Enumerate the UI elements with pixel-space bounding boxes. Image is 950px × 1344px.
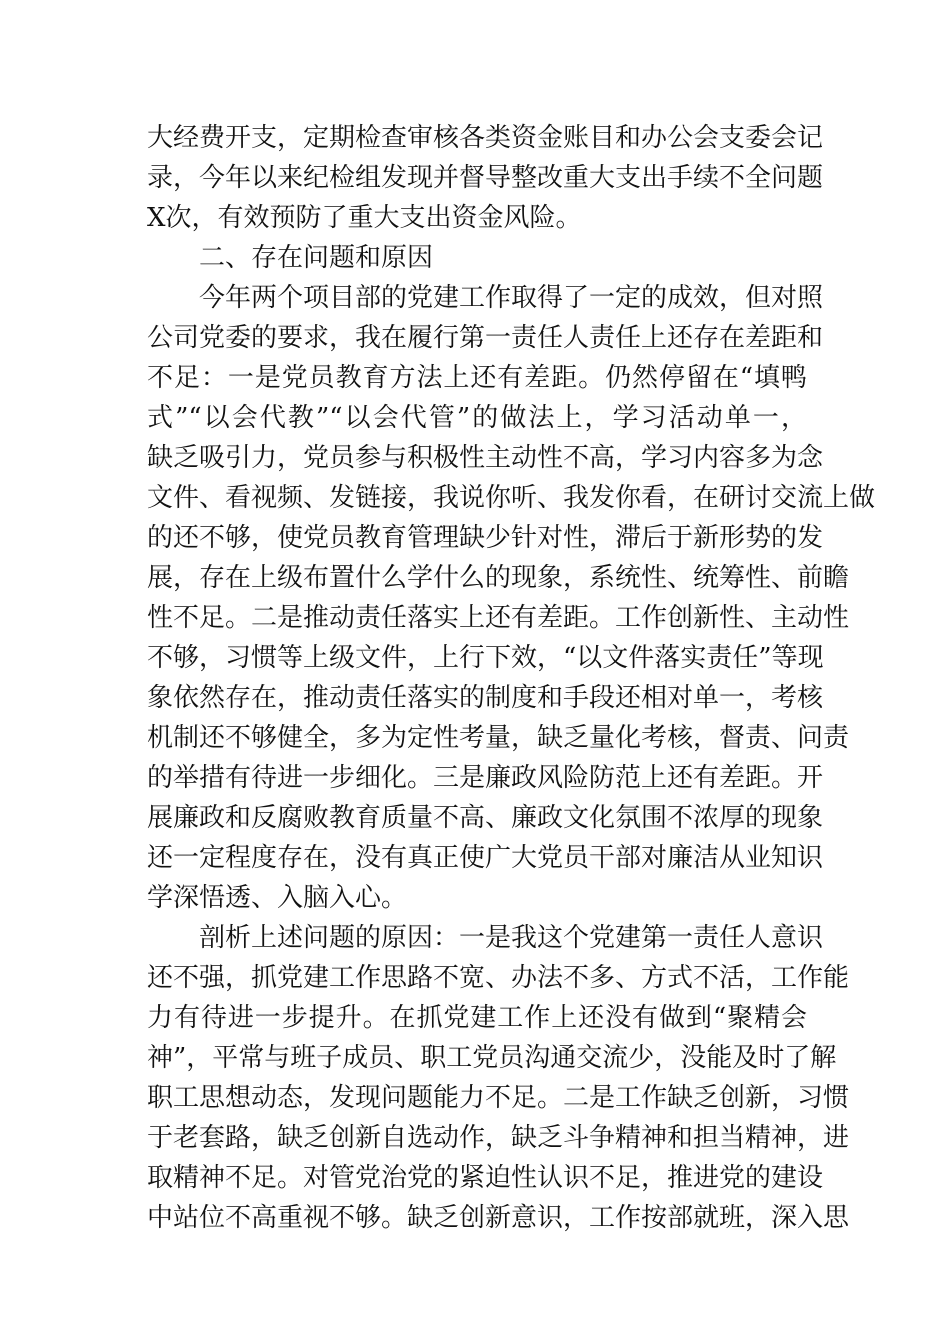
body-text-line: 神”，平常与班子成员、职工党员沟通交流少，没能及时了解 (147, 1043, 837, 1073)
body-text-line: 的举措有待进一步细化。三是廉政风险防范上还有差距。开 (147, 763, 824, 793)
body-text-line: 展廉政和反腐败教育质量不高、廉政文化氛围不浓厚的现象 (147, 803, 824, 833)
body-text-line: 剖析上述问题的原因：一是我这个党建第一责任人意识 (199, 923, 824, 953)
body-text-line: 录，今年以来纪检组发现并督导整改重大支出手续不全问题 (147, 163, 824, 193)
body-text-line: 中站位不高重视不够。缺乏创新意识，工作按部就班，深入思 (147, 1203, 850, 1233)
body-text-line: 机制还不够健全，多为定性考量，缺乏量化考核，督责、问责 (147, 723, 850, 753)
body-text-line: 取精神不足。对管党治党的紧迫性认识不足，推进党的建设 (147, 1163, 824, 1193)
body-text-line: 职工思想动态，发现问题能力不足。二是工作缺乏创新，习惯 (147, 1083, 850, 1113)
body-text-line: 缺乏吸引力，党员参与积极性主动性不高，学习内容多为念 (147, 443, 824, 473)
body-text-line: 力有待进一步提升。在抓党建工作上还没有做到“聚精会 (147, 1003, 807, 1033)
body-text-line: X次，有效预防了重大支出资金风险。 (147, 203, 582, 233)
body-text-line: 大经费开支，定期检查审核各类资金账目和办公会支委会记 (147, 123, 824, 153)
body-text-line: 展，存在上级布置什么学什么的现象，系统性、统筹性、前瞻 (147, 563, 850, 593)
body-text-line: 于老套路，缺乏创新自选动作，缺乏斗争精神和担当精神，进 (147, 1123, 850, 1153)
body-text-line: 性不足。二是推动责任落实上还有差距。工作创新性、主动性 (147, 603, 850, 633)
body-text-line: 不够，习惯等上级文件，上行下效，“以文件落实责任”等现 (147, 643, 824, 673)
body-text-line: 今年两个项目部的党建工作取得了一定的成效，但对照 (199, 283, 824, 313)
body-text-line: 不足：一是党员教育方法上还有差距。仍然停留在“填鸭 (147, 363, 807, 393)
body-text-line: 式”“以会代教”“以会代管”的做法上，学习活动单一， (147, 403, 807, 433)
body-text-line: 还不强，抓党建工作思路不宽、办法不多、方式不活，工作能 (147, 963, 850, 993)
body-text-line: 公司党委的要求，我在履行第一责任人责任上还存在差距和 (147, 323, 824, 353)
body-text-line: 的还不够，使党员教育管理缺少针对性，滞后于新形势的发 (147, 523, 824, 553)
body-text-line: 还一定程度存在，没有真正使广大党员干部对廉洁从业知识 (147, 843, 824, 873)
body-text-line: 文件、看视频、发链接，我说你听、我发你看，在研讨交流上做 (147, 483, 876, 513)
body-text-line: 象依然存在，推动责任落实的制度和手段还相对单一，考核 (147, 683, 824, 713)
body-text-line: 学深悟透、入脑入心。 (147, 883, 408, 913)
section-heading: 二、存在问题和原因 (199, 243, 434, 273)
